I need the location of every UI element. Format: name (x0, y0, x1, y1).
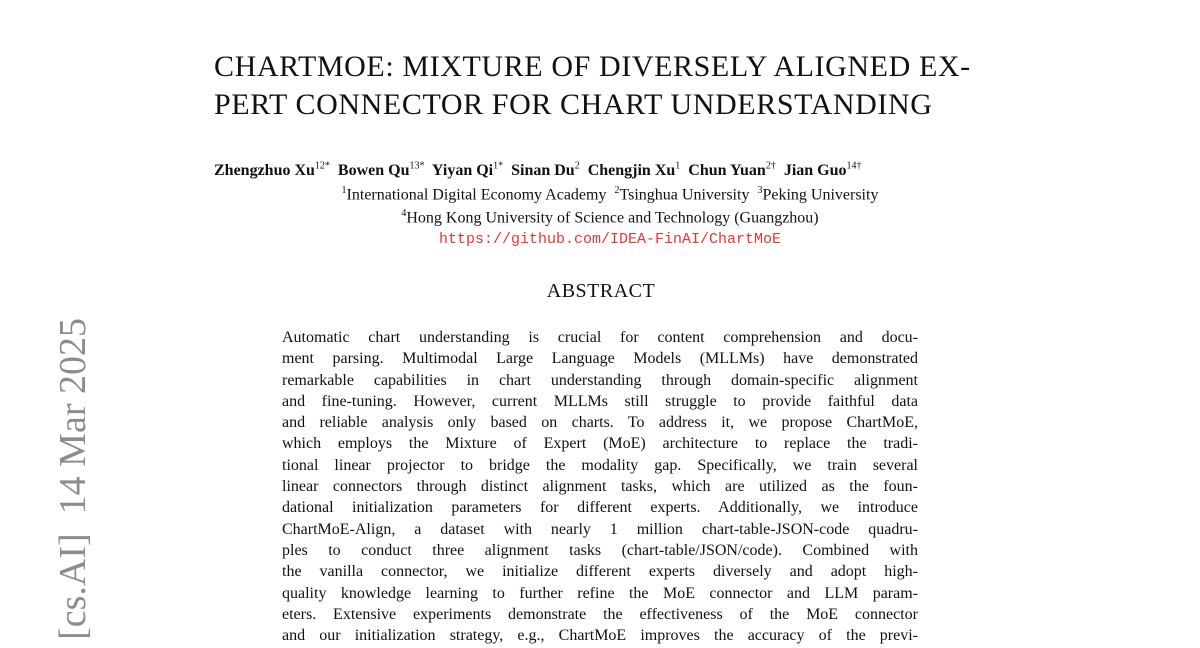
abstract-line: Automatic chart understanding is crucial for content comprehension and docu- (282, 329, 918, 346)
author-name: Yiyan Qi (431, 162, 494, 180)
author (588, 162, 681, 179)
affiliation-mark: 2 (614, 185, 620, 196)
affiliation-name: Tsinghua University (619, 186, 750, 204)
affiliation-mark: 3 (757, 185, 763, 196)
author-affil-mark: 2† (765, 161, 776, 172)
affiliation-name: International Digital Economy Academy (346, 186, 607, 204)
abstract-line: dational initialization parameters for different experts. Additionally, we introduce (282, 499, 918, 517)
abstract-line: and reliable analysis only based on charts. To address it, we propose ChartMoE, (282, 414, 918, 432)
abstract-heading: ABSTRACT (546, 280, 656, 302)
affiliation-line-2 (214, 208, 1006, 227)
paper-title (214, 48, 1014, 124)
author (511, 162, 580, 179)
abstract-line: ChartMoE-Align, a dataset with nearly 1 million chart-table-JSON-code quadru- (282, 520, 918, 538)
abstract-line: and fine-tuning. However, current MLLMs still struggle to provide faithful data (282, 392, 918, 410)
author (338, 162, 425, 179)
author (432, 162, 503, 179)
abstract-line: ment parsing. Multimodal Large Language Models (MLLMs) have demonstrated (282, 350, 918, 368)
author-name: Zhengzhuo Xu (214, 162, 315, 180)
arxiv-date: 14 Mar 2025 (52, 318, 94, 515)
affiliation-mark: 4 (401, 208, 407, 219)
title-line-2: PERT CONNECTOR FOR CHART UNDERSTANDING (214, 88, 933, 121)
arxiv-sidebar-stamp (27, 318, 94, 648)
github-link[interactable]: https://github.com/IDEA-FinAI/ChartMoE (438, 231, 782, 248)
affiliation-name: Peking University (762, 186, 879, 204)
author-name: Bowen Qu (337, 162, 410, 180)
title-line-1: CHARTMOE: MIXTURE OF DIVERSELY ALIGNED EX- (214, 50, 971, 83)
abstract-line: and our initialization strategy, e.g., ChartMoE improves the accuracy of the previ- (282, 627, 918, 645)
affiliation-mark: 1 (341, 185, 347, 196)
author-affil-mark: 12* (314, 161, 330, 172)
abstract-line: tional linear projector to bridge the modality gap. Specifically, we train several (282, 456, 918, 474)
author (688, 162, 776, 179)
arxiv-stamp-text (51, 318, 95, 640)
author-affil-mark: 1 (675, 161, 681, 172)
affiliation-name: Hong Kong University of Science and Technology (Guangzhou) (406, 209, 819, 227)
abstract-line: quality knowledge learning to further refine the MoE connector and LLM param- (282, 584, 918, 602)
author-name: Jian Guo (783, 162, 847, 180)
author-name: Sinan Du (511, 162, 575, 180)
abstract-line: the vanilla connector, we initialize different experts diversely and adopt high- (282, 563, 918, 581)
author-affil-mark: 13* (409, 161, 425, 172)
abstract-line: eters. Extensive experiments demonstrate the effectiveness of the MoE connector (282, 605, 918, 623)
abstract-line: which employs the Mixture of Expert (MoE) architecture to replace the tradi- (282, 435, 918, 453)
abstract-line: remarkable capabilities in chart understanding through domain-specific alignment (282, 371, 918, 389)
author (784, 162, 862, 179)
author-affil-mark: 1* (493, 161, 504, 172)
author-affil-mark: 14† (846, 161, 862, 172)
author-list (214, 161, 1014, 180)
author-affil-mark: 2 (574, 161, 580, 172)
arxiv-category: [cs.AI] (52, 533, 94, 640)
author-name: Chengjin Xu (587, 162, 676, 180)
abstract-body (282, 327, 918, 646)
affiliation-line-1 (214, 185, 1006, 204)
abstract-line: ples to conduct three alignment tasks (chart-table/JSON/code). Combined with (282, 541, 918, 559)
abstract-line: linear connectors through distinct alignment tasks, which are utilized as the foun- (282, 478, 918, 496)
author-name: Chun Yuan (688, 162, 766, 180)
author (214, 162, 330, 179)
